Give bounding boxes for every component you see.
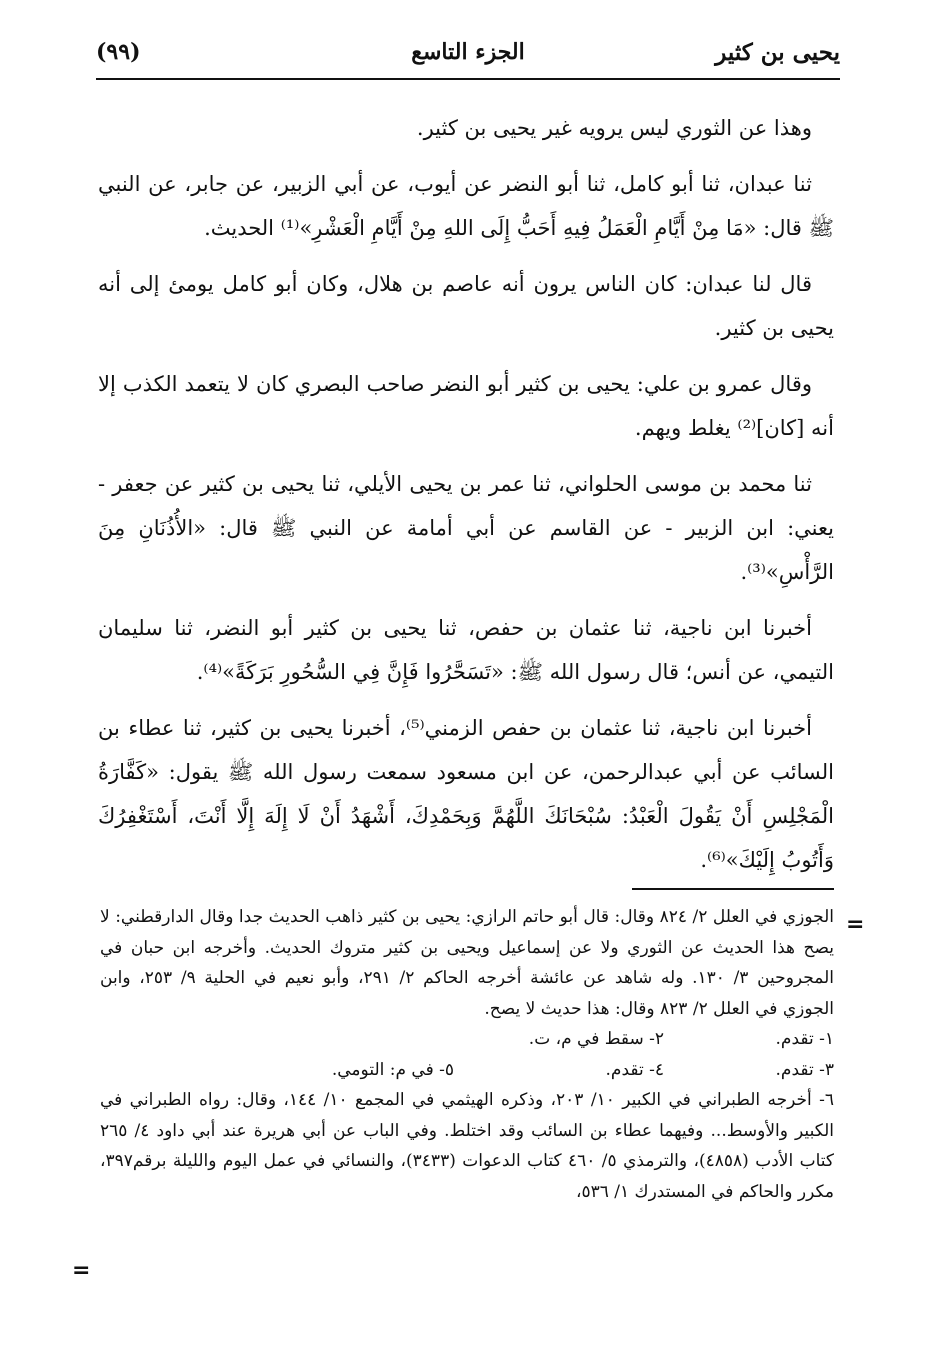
- footnote-row: [100, 1055, 834, 1086]
- continued-marker: =: [846, 912, 865, 937]
- footnotes: [100, 902, 834, 1207]
- paragraph: أخبرنا ابن ناجية، ثنا عثمان بن حفص، ثنا يحيى بن كثير أبو النضر، ثنا سليمان التيمي، عن أنس؛ قال رسول الله ﷺ: «تَسَحَّرُوا فَإِنَّ فِي السُّحُورِ بَرَكَةً»⁽⁴⁾.: [98, 616, 834, 684]
- footnote-4: ٤- تقدم.: [605, 1059, 664, 1080]
- paragraph: أخبرنا ابن ناجية، ثنا عثمان بن حفص الزمني⁽⁵⁾، أخبرنا يحيى بن كثير، ثنا عطاء بن السائب عن أبي عبدالرحمن، عن ابن مسعود سمعت رسول الله ﷺ يقول: «كَفَّارَةُ الْمَجْلِسِ أَنْ يَقُولَ الْعَبْدُ: سُبْحَانَكَ اللَّهُمَّ وَبِحَمْدِكَ، أَشْهَدُ أَنْ لَا إِلَهَ إِلَّا أَنْتَ، أَسْتَغْفِرُكَ وَأَتُوبُ إِلَيْكَ»⁽⁶⁾.: [98, 716, 834, 872]
- footnote-continuation: الجوزي في العلل ٢/ ٨٢٤ وقال: قال أبو حاتم الرازي: يحيى بن كثير ذاهب الحديث جدا وقال الدارقطني: لا يصح هذا الحديث عن الثوري ولا عن إسماعيل ويحيى بن كثير متروك الحديث. وأخرجه ابن حبان في المجروحين ٣/ ١٣٠. وله شاهد عن عائشة أخرجه الحاكم ٢/ ٢٩١، وأبو نعيم في الحلية ٩/ ٢٥٣، وابن الجوزي في العلل ٢/ ٨٢٣ وقال: هذا حديث لا يصح.: [100, 907, 834, 1019]
- footnote-rule: [632, 888, 834, 890]
- page-number: (٩٩): [96, 39, 141, 65]
- footnote-1: ١- تقدم.: [775, 1029, 834, 1049]
- footnote-5: ٥- في م: التومي.: [331, 1059, 454, 1080]
- paragraph: وهذا عن الثوري ليس يرويه غير يحيى بن كثير.: [416, 116, 812, 140]
- page-header: [96, 30, 840, 74]
- main-text: [98, 106, 834, 894]
- paragraph: ثنا محمد بن موسى الحلواني، ثنا عمر بن يحيى الأيلي، ثنا يحيى بن كثير عن جعفر - يعني: ابن الزبير - عن القاسم عن أبي أمامة عن النبي ﷺ قال: «الأُذُنَانِ مِنَ الرَّأْسِ»⁽³⁾.: [98, 472, 834, 584]
- footnote-6: ٦- أخرجه الطبراني في الكبير ١٠/ ٢٠٣، وذكره الهيثمي في المجمع ١٠/ ١٤٤، وقال: رواه الطبراني في الكبير والأوسط... وفيهما عطاء بن السائب وقد اختلط. وفي الباب عن أبي هريرة عند أبي داود ٤/ ٢٦٥ كتاب الأدب (٤٨٥٨)، والترمذي ٥/ ٤٦٠ كتاب الدعوات (٣٤٣٣)، والنسائي في عمل اليوم والليلة برقم٣٩٧، مكرر والحاكم في المستدرك ١/ ٥٣٦،: [100, 1090, 835, 1202]
- part-title: الجزء التاسع: [411, 39, 525, 65]
- paragraph: وقال عمرو بن علي: يحيى بن كثير أبو النضر صاحب البصري كان لا يتعمد الكذب إلا أنه [كان]⁽²⁾ يغلط ويهم.: [98, 372, 834, 440]
- paragraph: قال لنا عبدان: كان الناس يرون أنه عاصم بن هلال، وكان أبو كامل يومئ إلى أنه يحيى بن كثير.: [98, 272, 834, 340]
- header-rule: [96, 78, 840, 80]
- footnote-3: ٣- تقدم.: [775, 1059, 834, 1080]
- footnote-row: [100, 1024, 834, 1055]
- footnote-2: ٢- سقط في م، ت.: [528, 1029, 664, 1049]
- running-title: يحيى بن كثير: [715, 38, 840, 66]
- paragraph: ثنا عبدان، ثنا أبو كامل، ثنا أبو النضر عن أيوب، عن أبي الزبير، عن جابر، عن النبي ﷺ قال: «مَا مِنْ أَيَّامِ الْعَمَلُ فِيهِ أَحَبُّ إِلَى اللهِ مِنْ أَيَّامِ الْعَشْرِ»⁽¹⁾ الحديث.: [98, 172, 834, 240]
- next-page-marker: =: [72, 1258, 91, 1283]
